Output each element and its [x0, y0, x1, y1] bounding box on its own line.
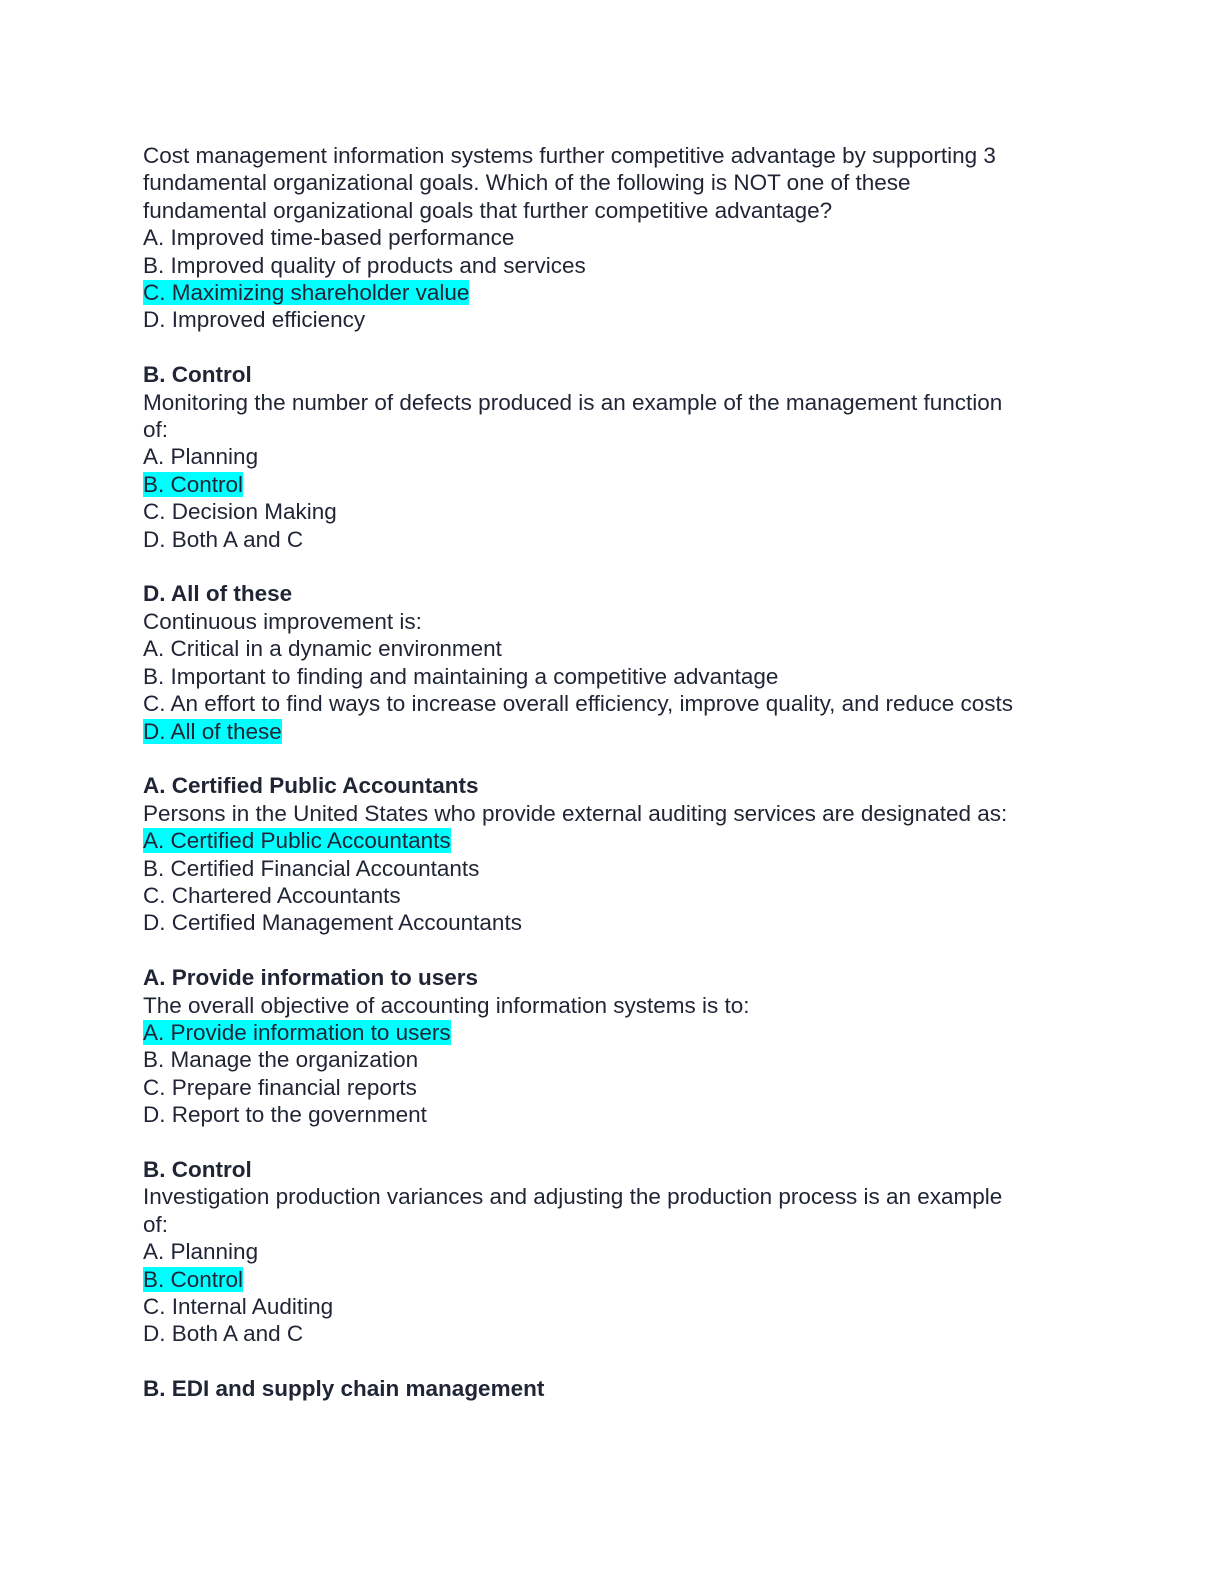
question-text-line: Continuous improvement is:: [143, 608, 422, 634]
answer-heading: B. EDI and supply chain management: [143, 1376, 545, 1402]
question-block: [143, 580, 1083, 744]
question-text-line: Monitoring the number of defects produced is an example of the management function: [143, 389, 1003, 415]
spacer: [143, 1348, 1083, 1375]
option-b-highlighted: [143, 471, 1083, 498]
option-b: B. Manage the organization: [143, 1047, 419, 1073]
option-c: C. An effort to find ways to increase overall efficiency, improve quality, and reduce costs: [143, 691, 1014, 717]
highlight-mark: B. Control: [143, 471, 244, 497]
answer-heading: B. Control: [143, 362, 252, 388]
option-d: D. Improved efficiency: [143, 307, 366, 333]
option-c: C. Chartered Accountants: [143, 882, 401, 908]
option-d: D. Both A and C: [143, 526, 304, 552]
question-text-line: Persons in the United States who provide external auditing services are designated as:: [143, 800, 1008, 826]
option-c: C. Prepare financial reports: [143, 1074, 417, 1100]
answer-heading: A. Provide information to users: [143, 965, 479, 991]
highlight-mark: C. Maximizing shareholder value: [143, 280, 470, 306]
question-block: [143, 772, 1083, 936]
question-text-line: of:: [143, 1211, 169, 1237]
option-d: D. Certified Management Accountants: [143, 910, 522, 936]
question-block: [143, 361, 1083, 553]
option-d: D. Report to the government: [143, 1102, 427, 1128]
option-d-highlighted: [143, 718, 1083, 745]
option-c: C. Internal Auditing: [143, 1293, 334, 1319]
spacer: [143, 553, 1083, 580]
option-b: B. Improved quality of products and services: [143, 252, 586, 278]
option-a: A. Planning: [143, 444, 259, 470]
option-b: B. Certified Financial Accountants: [143, 855, 480, 881]
highlight-mark: D. All of these: [143, 718, 282, 744]
option-c-highlighted: [143, 279, 1083, 306]
option-a: A. Improved time-based performance: [143, 225, 515, 251]
question-text-line: Cost management information systems further competitive advantage by supporting 3: [143, 143, 996, 168]
question-text-line: fundamental organizational goals that further competitive advantage?: [143, 197, 833, 223]
spacer: [143, 334, 1083, 361]
question-text-line: fundamental organizational goals. Which of the following is NOT one of these: [143, 170, 911, 196]
question-block: [143, 1375, 1083, 1402]
option-b-highlighted: [143, 1266, 1083, 1293]
question-block: [143, 964, 1083, 1128]
question-text-line: The overall objective of accounting information systems is to:: [143, 992, 750, 1018]
question-text-line: of:: [143, 417, 169, 443]
highlight-mark: B. Control: [143, 1266, 244, 1292]
highlight-mark: A. Provide information to users: [143, 1019, 451, 1045]
question-text-line: Investigation production variances and adjusting the production process is an example: [143, 1184, 1003, 1210]
option-a: A. Planning: [143, 1239, 259, 1265]
option-a-highlighted: [143, 827, 1083, 854]
document-content: [143, 142, 1083, 1403]
highlight-mark: A. Certified Public Accountants: [143, 828, 451, 854]
option-a-highlighted: [143, 1019, 1083, 1046]
option-b: B. Important to finding and maintaining a competitive advantage: [143, 663, 779, 689]
option-a: A. Critical in a dynamic environment: [143, 636, 502, 662]
answer-heading: B. Control: [143, 1156, 252, 1182]
option-c: C. Decision Making: [143, 499, 337, 525]
spacer: [143, 1129, 1083, 1156]
spacer: [143, 937, 1083, 964]
question-block: [143, 1156, 1083, 1348]
spacer: [143, 745, 1083, 772]
question-block: [143, 142, 1083, 334]
option-d: D. Both A and C: [143, 1321, 304, 1347]
answer-heading: A. Certified Public Accountants: [143, 773, 479, 799]
answer-heading: D. All of these: [143, 581, 293, 607]
